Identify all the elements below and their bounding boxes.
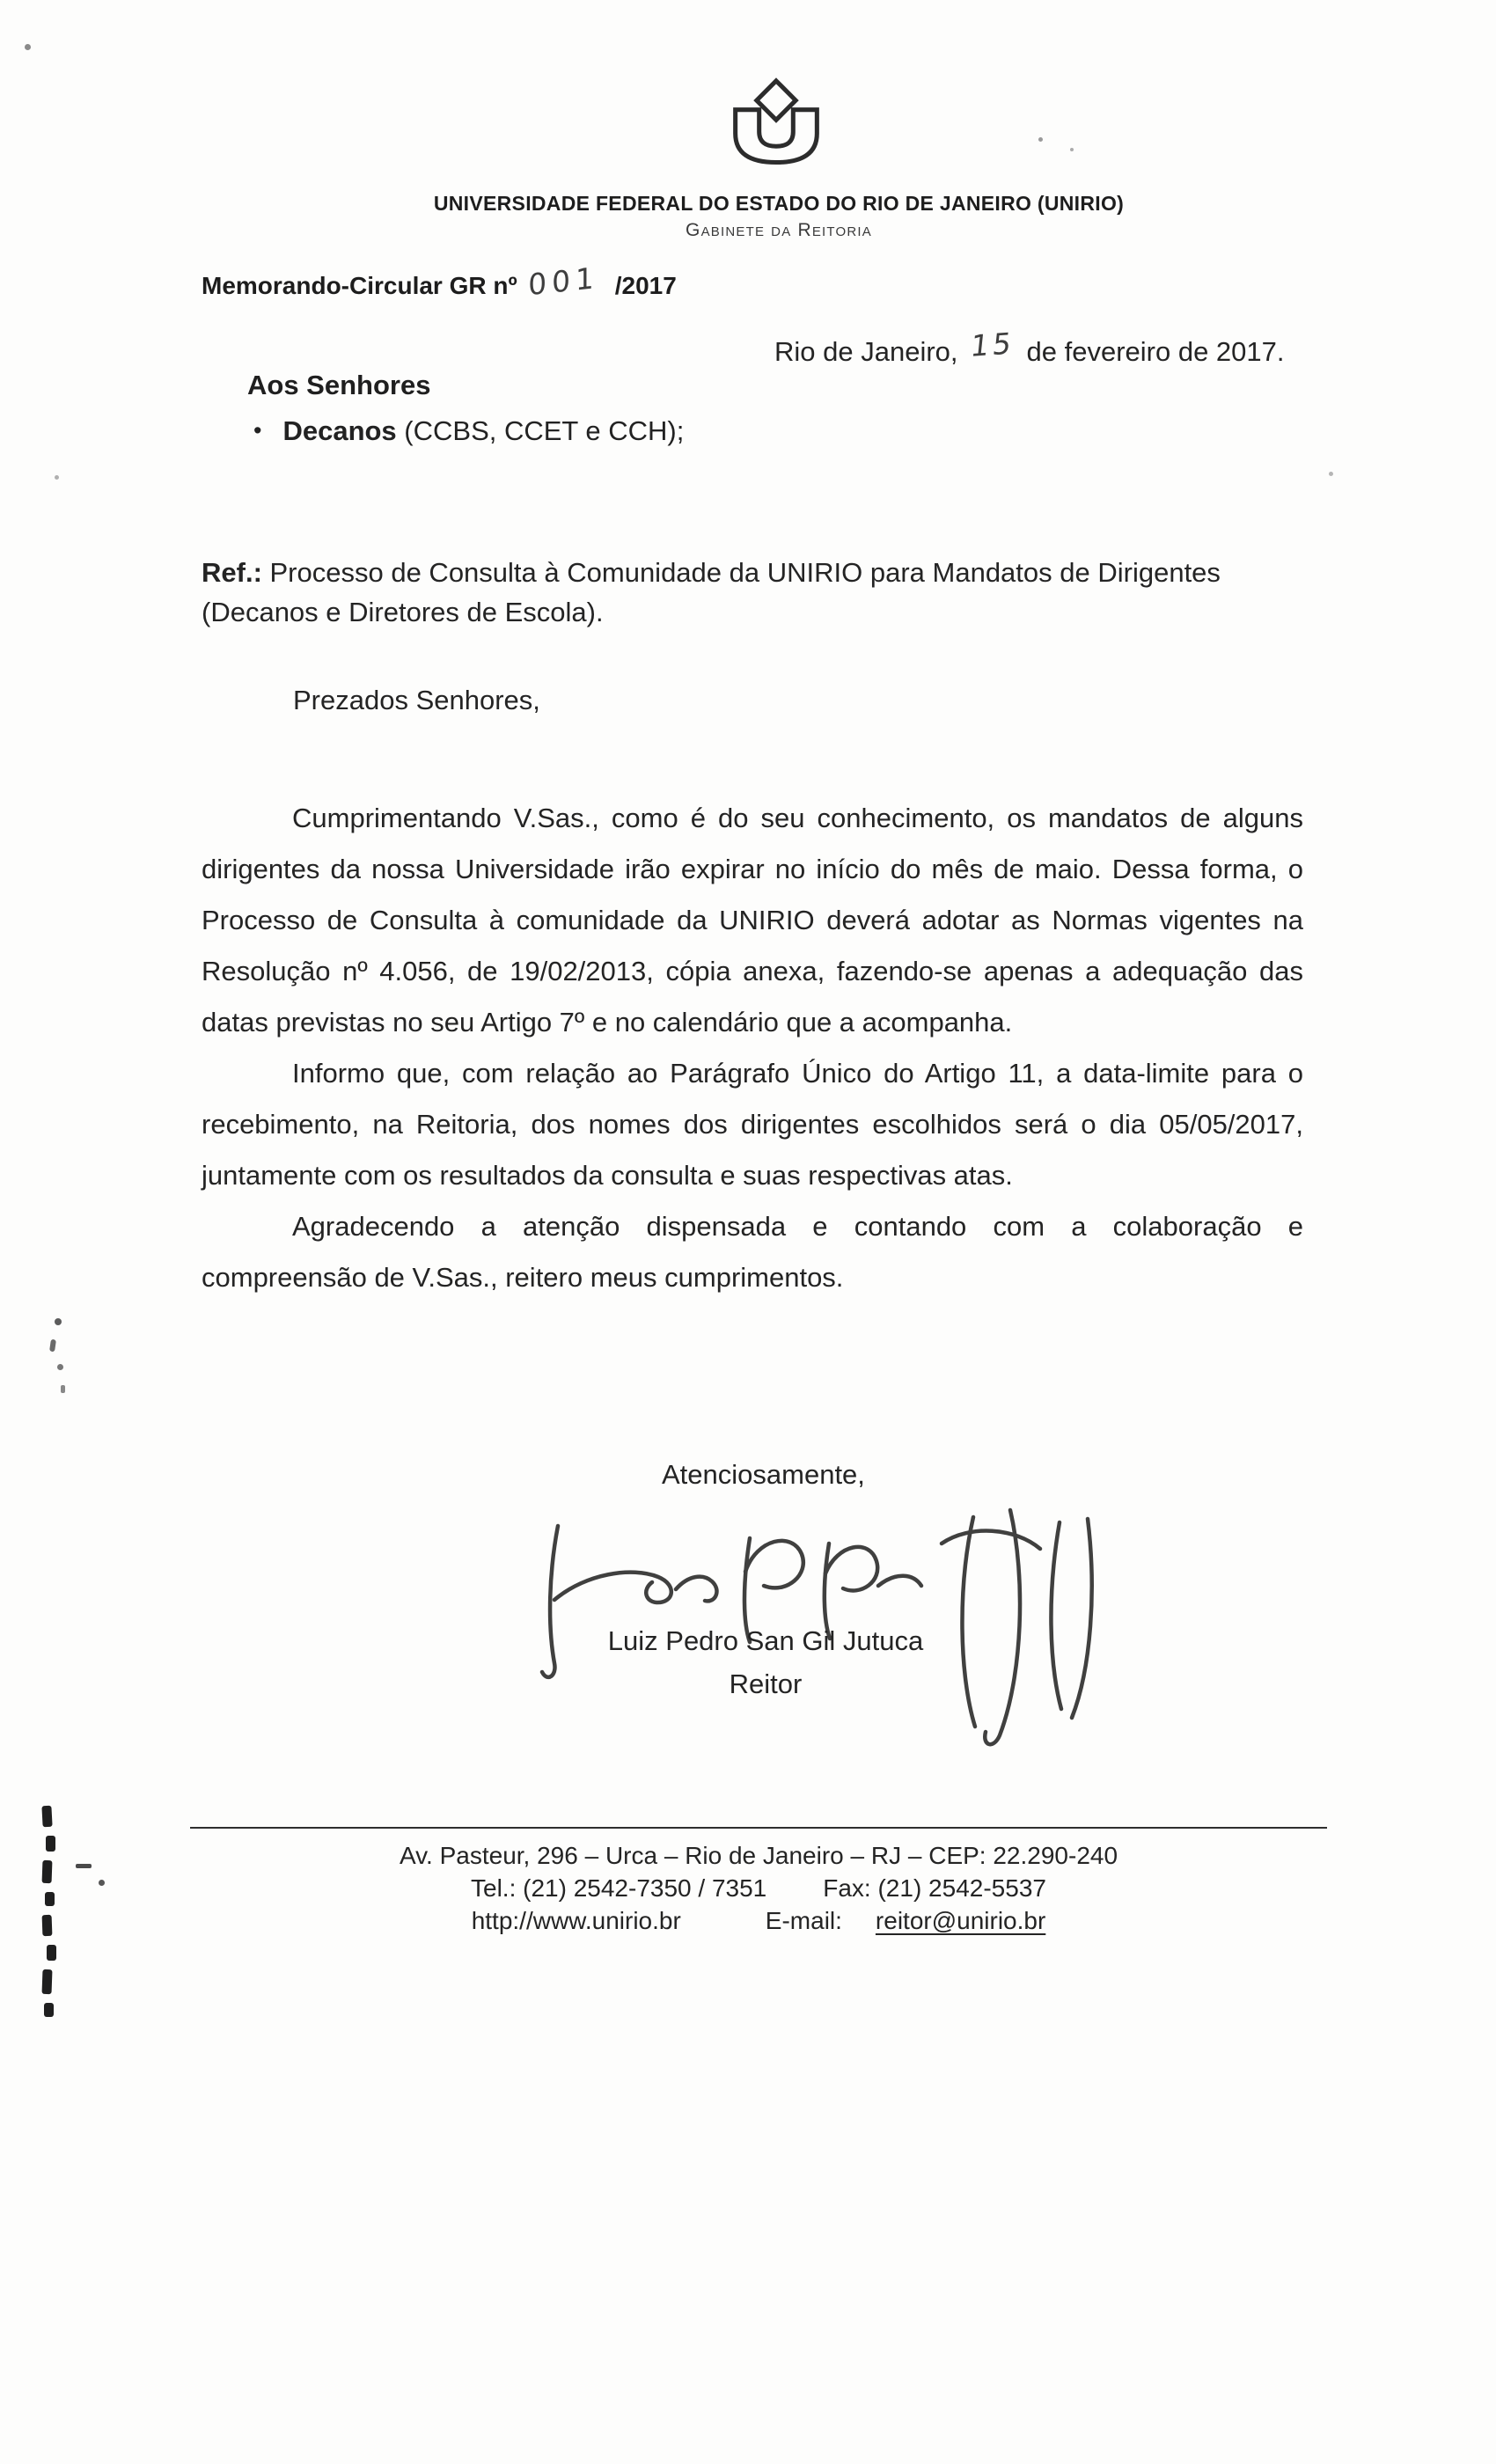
scan-artifact (1070, 148, 1074, 151)
dateline-suffix: de fevereiro de 2017. (1026, 336, 1285, 367)
scan-artifact (1329, 472, 1333, 476)
recipients-heading: Aos Senhores (247, 370, 431, 400)
scan-artifact (55, 475, 59, 480)
dateline (774, 326, 1285, 368)
recipient-item (253, 415, 684, 447)
scan-artifact (42, 1860, 53, 1883)
footer-email: reitor@unirio.br (875, 1907, 1046, 1934)
signer-name: Luiz Pedro San Gil Jutuca (607, 1625, 924, 1656)
closing: Atenciosamente, (662, 1459, 865, 1490)
footer (190, 1827, 1327, 1937)
unirio-logo-icon (722, 77, 831, 176)
scan-artifact (42, 1915, 53, 1936)
scan-artifact (55, 1318, 62, 1325)
footer-contact (190, 1904, 1327, 1937)
body-paragraph-2: Informo que, com relação ao Parágrafo Único do Artigo 11, a data-limite para o recebimento, na Reitoria, dos nomes dos dirigentes escolhidos será o dia 05/05/2017, juntamente com os resultados da consulta e suas respectivas atas. (202, 1058, 1303, 1191)
recipient-detail: (CCBS, CCET e CCH); (396, 415, 685, 446)
scan-artifact (44, 2003, 54, 2017)
memo-suffix: /2017 (614, 272, 677, 299)
body-paragraph-1: Cumprimentando V.Sas., como é do seu conhecimento, os mandatos de alguns dirigentes da nossa Universidade irão expirar no início do mês de maio. Dessa forma, o Processo de Consulta à comunidade da UNIRIO deverá adotar as Normas vigentes na Resolução nº 4.056, de 19/02/2013, cópia anexa, fazendo-se apenas a adequação das datas previstas no seu Artigo 7º e no calendário que a acompanha. (202, 803, 1303, 1038)
date-day-handwritten: 15 (968, 326, 1016, 363)
recipient-text (282, 415, 684, 447)
scan-artifact (99, 1880, 105, 1886)
scan-artifact (49, 1339, 56, 1353)
salutation: Prezados Senhores, (293, 685, 540, 715)
footer-phones (190, 1872, 1327, 1904)
signature-graphic (528, 1487, 1109, 1751)
scan-artifact (57, 1364, 63, 1370)
reference-block (202, 553, 1288, 632)
body-paragraph-3: Agradecendo a atenção dispensada e contando com a colaboração e compreensão de V.Sas., reitero meus cumprimentos. (202, 1211, 1303, 1293)
body-text (202, 793, 1303, 1303)
memo-prefix: Memorando-Circular GR nº (202, 272, 517, 299)
scan-artifact (46, 1836, 55, 1852)
scan-artifact (47, 1945, 56, 1961)
reference-label: Ref.: (202, 557, 262, 588)
signer-title: Reitor (729, 1668, 803, 1699)
scan-artifact (1038, 137, 1043, 142)
dateline-prefix: Rio de Janeiro, (774, 336, 958, 367)
university-name: UNIVERSIDADE FEDERAL DO ESTADO DO RIO DE JANEIRO (UNIRIO) (433, 192, 1125, 215)
bullet-icon: • (253, 417, 262, 444)
scan-artifact (25, 44, 31, 50)
scan-artifact (41, 1806, 52, 1828)
footer-tel: Tel.: (21) 2542-7350 / 7351 (471, 1874, 767, 1902)
footer-fax: Fax: (21) 2542-5537 (823, 1874, 1046, 1902)
memo-number-handwritten: 001 (527, 260, 599, 303)
scan-artifact (76, 1864, 92, 1868)
footer-email-label: E-mail: (765, 1907, 842, 1934)
office-name: Gabinete da Reitoria (686, 220, 872, 240)
footer-website: http://www.unirio.br (471, 1907, 681, 1934)
scan-artifact (61, 1385, 65, 1393)
scan-artifact (42, 1969, 53, 1994)
footer-address: Av. Pasteur, 296 – Urca – Rio de Janeiro – RJ – CEP: 22.290-240 (399, 1842, 1118, 1869)
footer-divider (190, 1827, 1327, 1829)
recipient-name: Decanos (282, 415, 397, 446)
memo-title (202, 260, 677, 303)
scan-artifact (45, 1892, 55, 1906)
reference-text: Processo de Consulta à Comunidade da UNIRIO para Mandatos de Dirigentes (Decanos e Diretores de Escola). (202, 557, 1221, 627)
